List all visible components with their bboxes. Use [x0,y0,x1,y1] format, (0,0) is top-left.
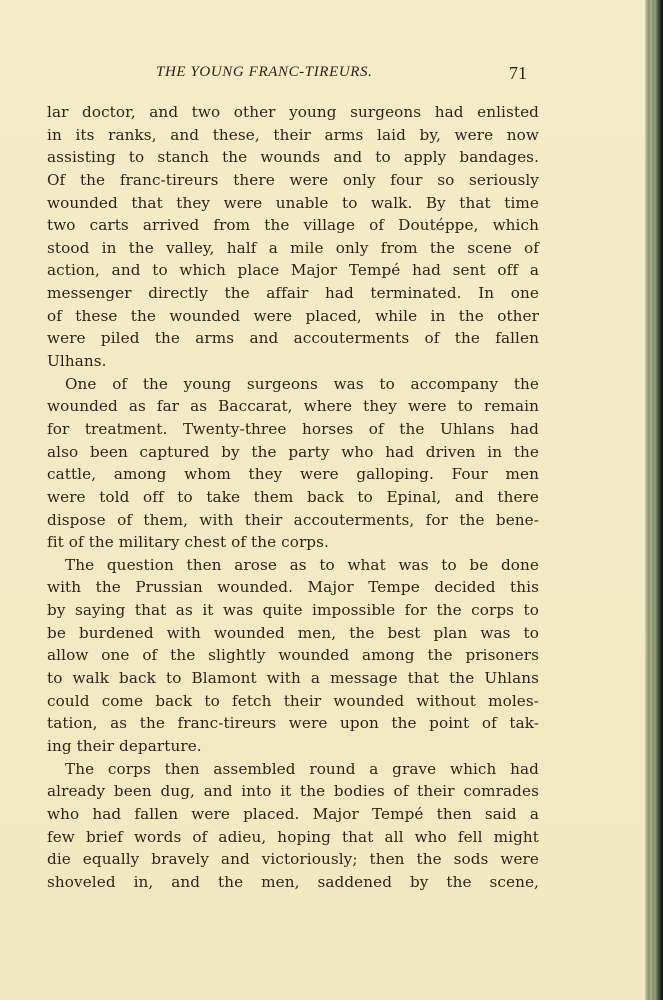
text-line: assisting to stanch the wounds and to apply bandages. [47,148,539,167]
text-line: action, and to which place Major Tempé had sent off a [47,261,539,280]
text-line: The corps then assembled round a grave which had [65,759,539,778]
text-line: One of the young surgeons was to accompany the [65,374,539,393]
text-line: were piled the arms and accouterments of the fallen [47,329,539,348]
text-line: The question then arose as to what was to be done [65,555,539,574]
text-line: two carts arrived from the village of Doutéppe, which [47,216,539,235]
text-line: lar doctor, and two other young surgeons had enlisted [47,103,539,121]
body-text [47,101,539,893]
text-line: for treatment. Twenty-three horses of the Uhlans had [47,419,539,438]
text-line: of these the wounded were placed, while in the other [47,306,539,325]
text-line: wounded that they were unable to walk. By that time [47,193,539,212]
text-line: by saying that as it was quite impossible for the corps to [47,601,539,620]
text-line: die equally bravely and victoriously; then the sods were [47,850,539,869]
text-line: already been dug, and into it the bodies of their comrades [47,782,539,801]
text-line: messenger directly the affair had terminated. In one [47,284,539,303]
text-line: Of the franc-tireurs there were only four so seriously [47,170,539,189]
text-line: be burdened with wounded men, the best plan was to [47,623,539,642]
page-number: 71 [509,63,527,83]
text-line: ing their departure. [47,736,202,755]
text-line: shoveled in, and the men, saddened by the scene, [47,872,539,891]
text-line: who had fallen were placed. Major Tempé then said a [47,804,539,823]
text-line: could come back to fetch their wounded without moles- [47,691,539,710]
page-stack-edge [645,0,663,1000]
text-line: few brief words of adieu, hoping that all who fell might [47,827,539,846]
text-line: allow one of the slightly wounded among the prisoners [47,646,539,665]
text-line: in its ranks, and these, their arms laid by, were now [47,125,539,144]
running-title: THE YOUNG FRANC-TIREURS. [156,64,373,80]
text-line: to walk back to Blamont with a message that the Uhlans [47,669,539,688]
text-line: stood in the valley, half a mile only from the scene of [47,238,539,257]
text-line: dispose of them, with their accouterments, for the bene- [47,510,539,529]
text-line: tation, as the franc-tireurs were upon the point of tak- [47,714,539,733]
text-line: wounded as far as Baccarat, where they were to remain [47,397,539,416]
text-line: Ulhans. [47,352,107,371]
text-line: with the Prussian wounded. Major Tempe decided this [47,578,539,597]
text-line: fit of the military chest of the corps. [47,533,329,552]
text-line: also been captured by the party who had driven in the [47,442,539,461]
text-line: were told off to take them back to Epinal, and there [47,487,539,506]
text-line: cattle, among whom they were galloping. Four men [47,465,539,484]
